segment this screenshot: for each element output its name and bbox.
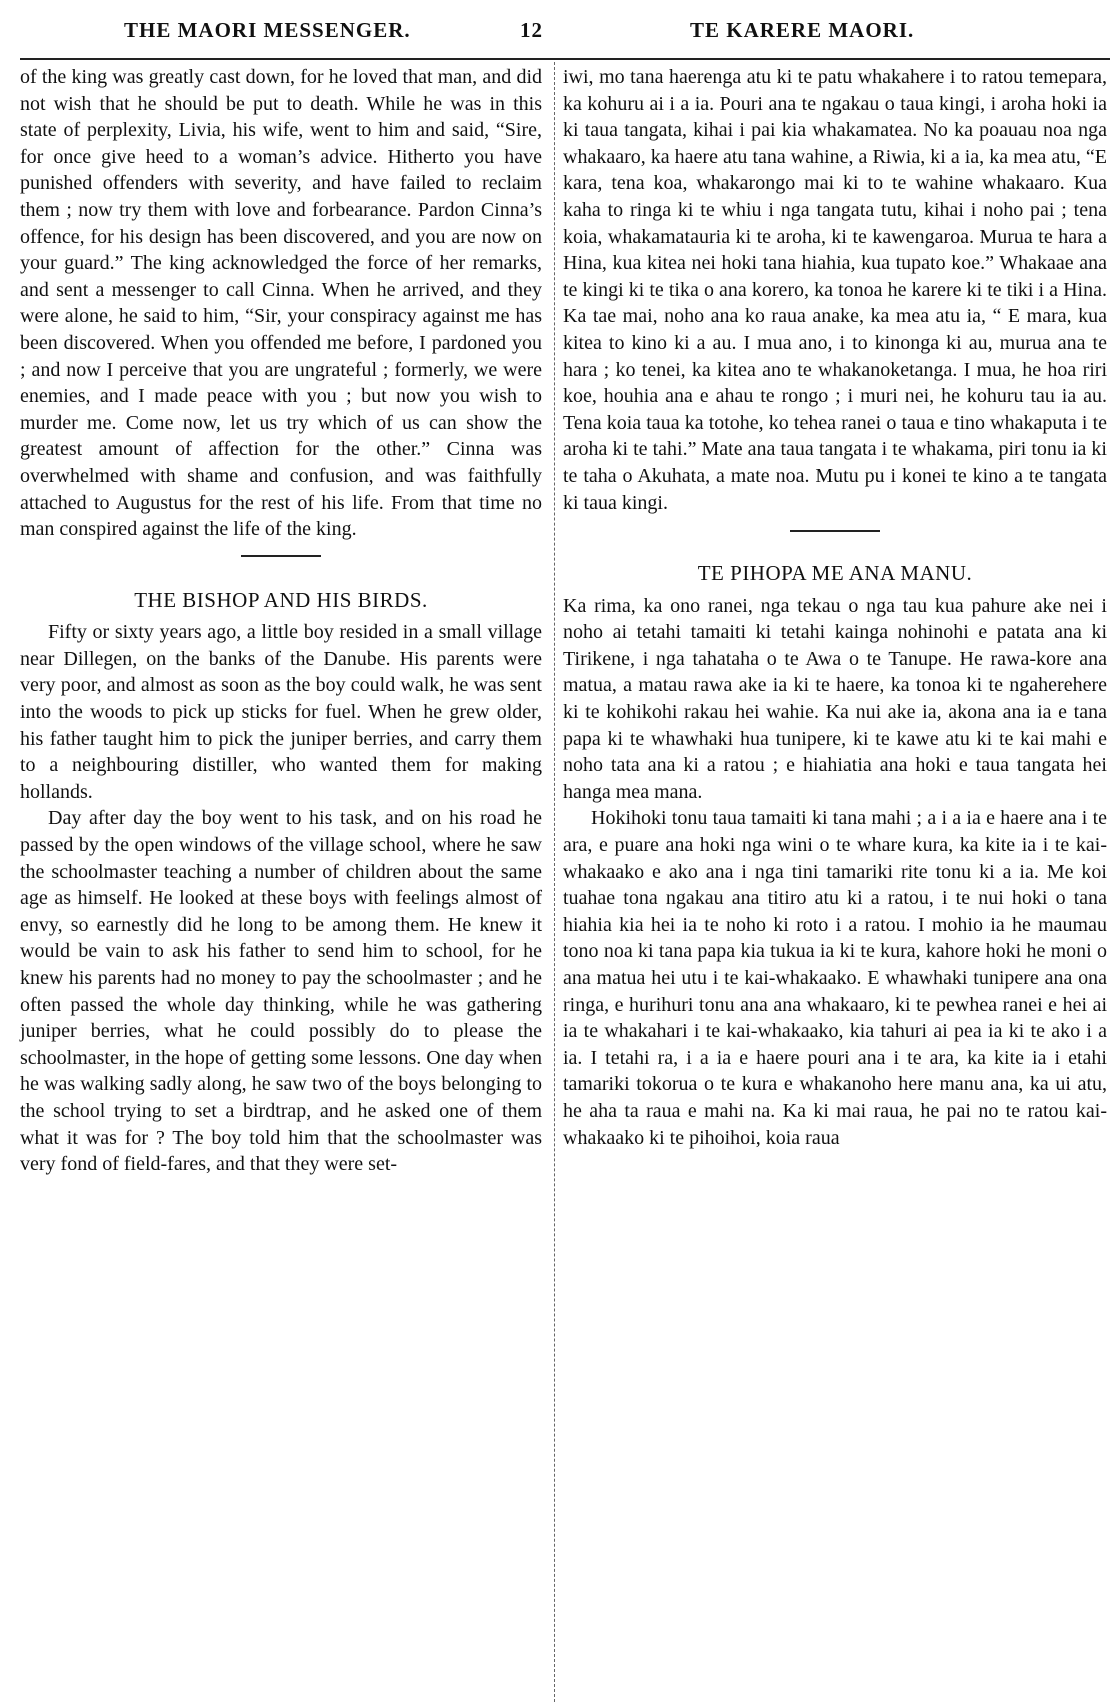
maori-paragraph-2: Hokihoki tonu taua tamaiti ki tana mahi ; a i a ia e haere ana i te ara, e puare ana hoki nga wini o te whare kura, ka kite ia i te kai-whakaako e ako ana i nga tini tamariki rite tonu ki a ia. Me koi tuahae tona ngakau ana titiro atu ki a ratou, i te nui hoki o tana hiahia kia hei ia te noho ki roto i a ratou. I mohio ia he maumau tono noa ki tana papa kia tukua ia ki te kura, kahore hoki he moni o ana matua hei utu i te kai-whakaako. E whawhaki tunipere ana ona ringa, e hurihuri tonu ana ana whakaaro, ki te pewhea ranei e hei ai ia te whakahari i te kai-whakaako, kia tahuri ai pea ia ki te ako i a ia. I tetahi ra, i a ia e haere pouri ana i te ara, ka kite ia i etahi tamariki tokorua o te kura e whakanoho here manu ana, ka ui atu, he aha ta raua e mahi na. Ka ki mai raua, he pai no te ratou kai-whakaako ki te pihoihoi, koia raua: [563, 807, 1107, 1149]
header-rule: [20, 58, 1110, 60]
column-divider: [554, 62, 555, 1702]
english-paragraph-1: Fifty or sixty years ago, a little boy resided in a small village near Dillegen, on the banks of the Danube. His parents were very poor, and almost as soon as the boy could walk, he was sent into the woods to pick up sticks for fuel. When he grew older, his father taught him to pick the juniper berries, and carry them to a neighbouring distiller, who wanted them for making hollands.: [20, 621, 542, 803]
maori-story-title: TE PIHOPA ME ANA MANU.: [697, 561, 973, 586]
english-story-title: THE BISHOP AND HIS BIRDS.: [134, 587, 428, 612]
header-english-title: THE MAORI MESSENGER.: [124, 18, 411, 42]
english-story-continued: of the king was greatly cast down, for he loved that man, and did not wish that he should be put to death. While he was in this state of perplexity, Livia, his wife, went to him and said, “Sire, for once give heed to a woman’s advice. Hitherto you have punished offenders with severity, and have failed to reclaim them ; now try them with love and forbearance. Pardon Cinna’s offence, for his design has been discovered, and you are now on your guard.” The king acknowledged the force of her remarks, and sent a messenger to call Cinna. When he arrived, and they were alone, he said to him, “Sir, your conspiracy against me has been discovered. When you offended me before, I pardoned you ; and now I perceive that you are ungrateful ; formerly, we were enemies, and I made peace with you ; but now you wish to murder me. Come now, let us try which of us can show the greatest amount of affection for the other.” Cinna was overwhelmed with shame and confusion, and was faithfully attached to Augustus for the rest of his life. From that time no man conspired against the life of the king.: [20, 66, 542, 541]
maori-column: [563, 64, 1107, 1151]
maori-paragraph-1: Ka rima, ka ono ranei, nga tekau o nga tau kua pahure ake nei i noho ai tetahi tamaiti ki tetahi kainga nohinohi e patata ana ki Tirikene, i nga tahataha o te Awa o te Tanupe. He rawa-kore ana matua, a matau rawa ake ia ki te haere, ka tonoa ki te ngaherehere ki te kohikohi rakau hei wahie. Ka nui ake ia, akona ana ia e tana papa ki te whawhaki hua tunipere, ki te kawe atu ki te kai mahi e noho tata ana ki a ratou ; e hiahiatia ana hoki e taua tangata hei hanga mea mana.: [563, 594, 1107, 803]
maori-story-continued: iwi, mo tana haerenga atu ki te patu whakahere i to ratou temepara, ka kohuru ai i a ia. Pouri ana te ngakau o taua kingi, i aroha hoki ia ki taua tangata, kihai i pai kia whakamatea. No ka poauau noa nga whakaaro, ka haere atu tana wahine, a Riwia, ki a ia, ka mea atu, “E kara, tena koa, whakarongo mai ki to te wahine whakaaro. Kua kaha to ringa ki te whiu i nga tangata tutu, kihai i noho pai ; tena koia, whakamatauria ki te aroha, ki te kawengaroa. Murua te hara a Hina, kua kitea nei hoki tana hiahia, kua tupato koe.” Whakaae ana te kingi ki te tika o ana korero, ka tonoa he karere ki te tiki i a Hina. Ka tae mai, noho ana ko raua anake, ka mea atu ia, “ E mara, kua kitea to kino ki a au. I mua ano, i to kinonga ki au, murua ana te hara ; ko tenei, ka kitea ano te whakanoketanga. I mua, he hoa riri koe, houhia ana e ahau te rongo ; i muri nei, he kohuru tau ia au. Tena koia taua ka totohe, ko tehea ranei o taua e tino whakaputa i te aroha ki te tahi.” Mate ana taua tangata i te whakama, piri tonu ia ki te taha o Akuhata, a mate noa. Mutu pu i konei te kino a te tangata ki taua kingi.: [563, 66, 1107, 514]
header-maori-title: TE KARERE MAORI.: [690, 18, 915, 42]
english-column: [20, 64, 542, 1178]
page-number: 12: [520, 18, 543, 42]
section-rule: [241, 555, 321, 557]
section-rule: [790, 530, 880, 532]
english-paragraph-2: Day after day the boy went to his task, and on his road he passed by the open windows of the village school, where he saw the schoolmaster teaching a number of children about the same age as himself. He looked at these boys with feelings almost of envy, so earnestly did he long to be among them. He knew it would be vain to ask his father to send him to school, for he knew his parents had no money to pay the schoolmaster ; and he often passed the whole day thinking, while he was gathering juniper berries, what he could possibly do to please the schoolmaster, in the hope of getting some lessons. One day when he was walking sadly along, he saw two of the boys belonging to the school trying to set a birdtrap, and he asked one of them what it was for ? The boy told him that the schoolmaster was very fond of field-fares, and that they were set-: [20, 807, 542, 1176]
page-header: [50, 18, 1100, 48]
